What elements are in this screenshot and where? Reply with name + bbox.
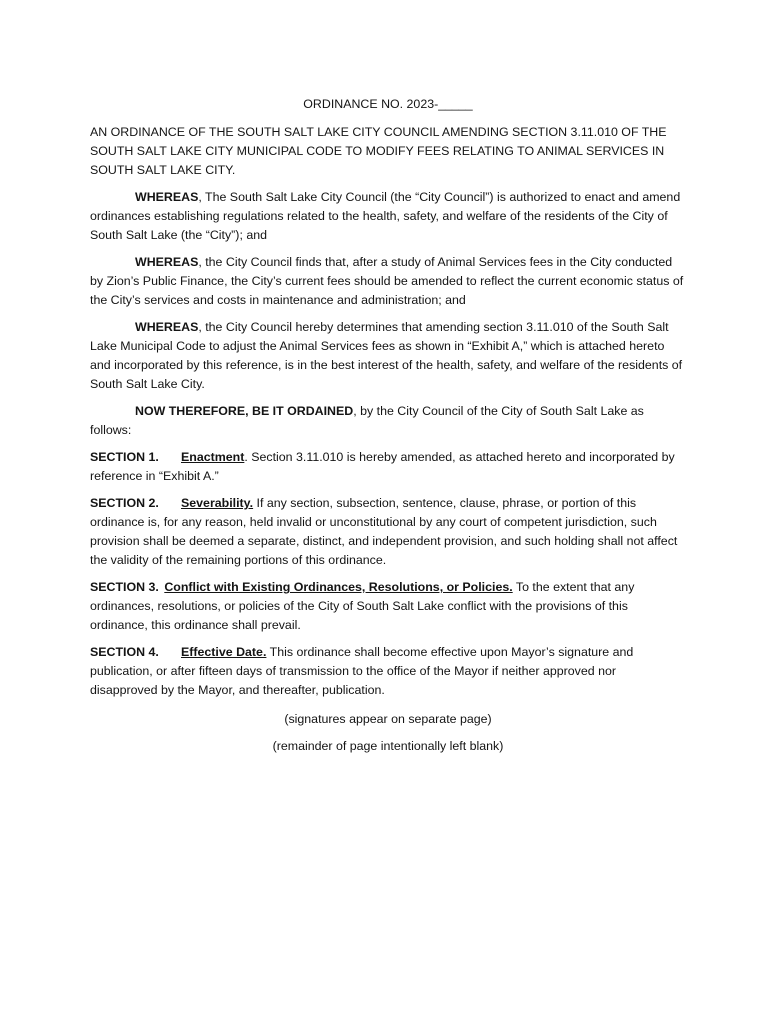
section-label: SECTION 2. bbox=[90, 496, 159, 510]
document-page bbox=[90, 95, 686, 764]
whereas-text: , the City Council finds that, after a study of Animal Services fees in the City conducted by Zion’s Public Finance, the City’s current fees should be amended to reflect the current economic status of the City’s services and costs in maintenance and administration; and bbox=[90, 255, 684, 307]
ordinance-number: ORDINANCE NO. 2023-_____ bbox=[303, 97, 473, 111]
section-label: SECTION 4. bbox=[90, 645, 159, 659]
whereas-paragraph-1 bbox=[90, 188, 686, 245]
whereas-lead: WHEREAS bbox=[135, 190, 199, 204]
section-title: Conflict with Existing Ordinances, Resolutions, or Policies. bbox=[164, 580, 513, 594]
signatures-note: (signatures appear on separate page) bbox=[284, 712, 492, 726]
ordained-text: , by the City Council of the City of South Salt Lake as follows: bbox=[90, 404, 644, 437]
blank-page-note: (remainder of page intentionally left blank) bbox=[272, 739, 504, 753]
section-label: SECTION 3. bbox=[90, 580, 159, 594]
section-2 bbox=[90, 494, 686, 570]
section-3 bbox=[90, 578, 686, 635]
section-title: Effective Date. bbox=[181, 645, 267, 659]
whereas-text: , The South Salt Lake City Council (the “City Council”) is authorized to enact and amend ordinances establishing regulations related to the health, safety, and welfare of the residents of the City of South Salt Lake (the “City”); and bbox=[90, 190, 681, 242]
ordained-lead: NOW THEREFORE, BE IT ORDAINED bbox=[135, 404, 354, 418]
ordinance-heading: AN ORDINANCE OF THE SOUTH SALT LAKE CITY COUNCIL AMENDING SECTION 3.11.010 OF THE SOUTH SALT LAKE CITY MUNICIPAL CODE TO MODIFY FEES RELATING TO ANIMAL SERVICES IN SOUTH SALT LAKE CITY. bbox=[90, 125, 667, 177]
section-text: To the extent that any ordinances, resolutions, or policies of the City of South Salt Lake conflict with the provisions of this ordinance, this ordinance shall prevail. bbox=[90, 580, 635, 632]
whereas-paragraph-2 bbox=[90, 253, 686, 310]
whereas-lead: WHEREAS bbox=[135, 320, 199, 334]
section-label: SECTION 1. bbox=[90, 450, 159, 464]
whereas-text: , the City Council hereby determines that amending section 3.11.010 of the South Salt Lake Municipal Code to adjust the Animal Services fees as shown in “Exhibit A,” which is attached hereto and incorporated by this reference, is in the best interest of the health, safety, and welfare of the residents of South Salt Lake City. bbox=[90, 320, 683, 391]
ordained-paragraph bbox=[90, 402, 686, 440]
section-text: This ordinance shall become effective upon Mayor’s signature and publication, or after fifteen days of transmission to the office of the Mayor if neither approved nor disapproved by the Mayor, and thereafter, publication. bbox=[90, 645, 634, 697]
section-title: Severability. bbox=[181, 496, 254, 510]
section-4 bbox=[90, 643, 686, 700]
whereas-lead: WHEREAS bbox=[135, 255, 199, 269]
section-text: If any section, subsection, sentence, clause, phrase, or portion of this ordinance is, for any reason, held invalid or unconstitutional by any court of competent jurisdiction, such provision shall be deemed a separate, distinct, and independent provision, and such holding shall not affect the validity of the remaining portions of this ordinance. bbox=[90, 496, 678, 567]
whereas-paragraph-3 bbox=[90, 318, 686, 394]
section-title: Enactment bbox=[181, 450, 245, 464]
section-1 bbox=[90, 448, 686, 486]
section-text: . Section 3.11.010 is hereby amended, as attached hereto and incorporated by reference in “Exhibit A.” bbox=[90, 450, 675, 483]
